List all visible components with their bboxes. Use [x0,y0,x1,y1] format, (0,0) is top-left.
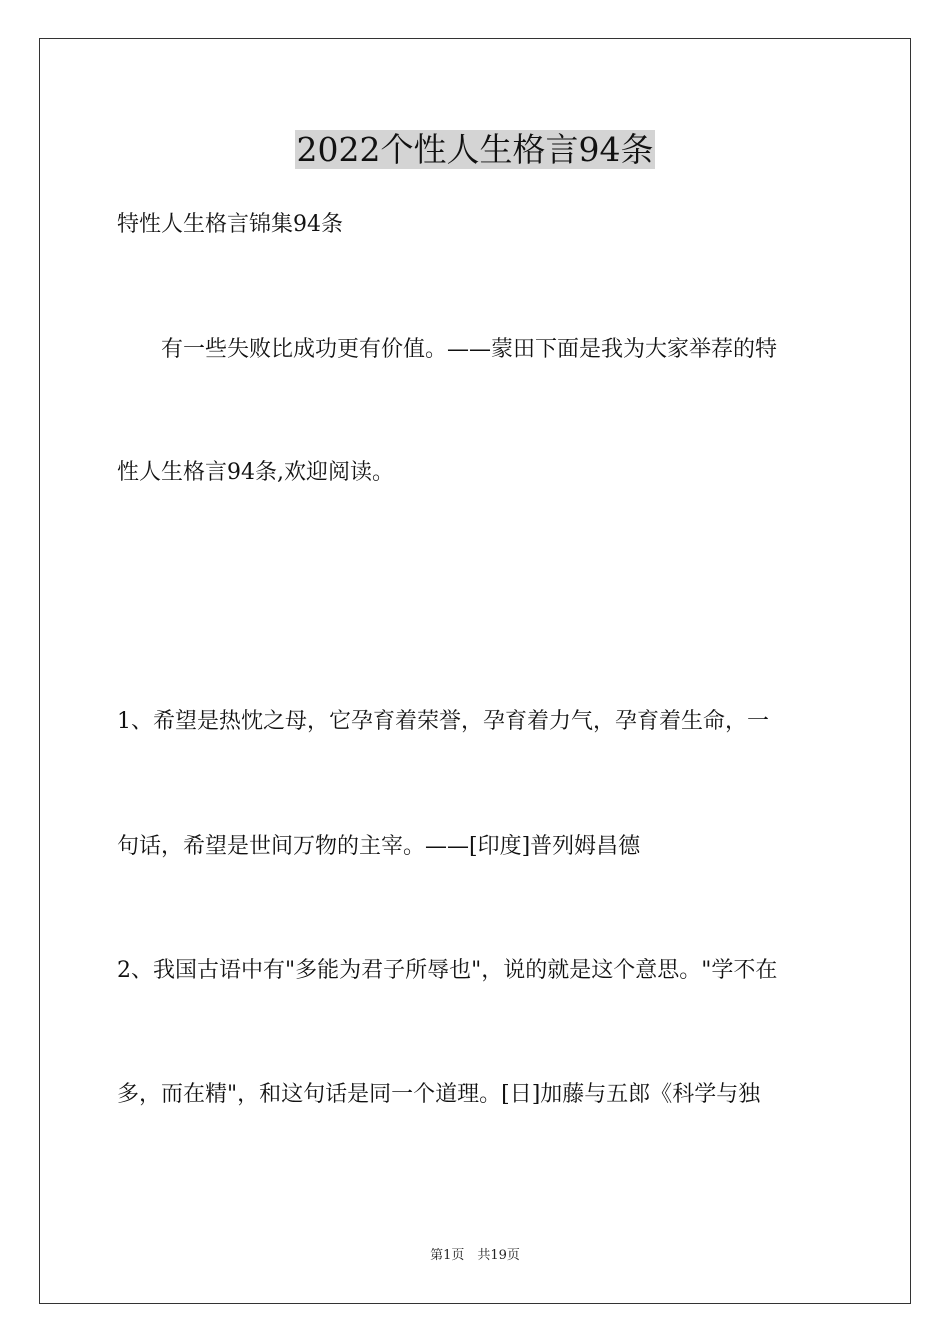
paragraph-line: 2、我国古语中有"多能为君子所辱也"，说的就是这个意思。"学不在 [117,958,778,983]
paragraph-line: 句话，希望是世间万物的主宰。——[印度]普列姆昌德 [117,834,641,859]
document-title [0,128,950,172]
document-title-text: 2022个性人生格言94条 [296,130,654,169]
document-subtitle: 特性人生格言锦集94条 [117,212,343,237]
paragraph-line: 有一些失败比成功更有价值。——蒙田下面是我为大家举荐的特 [117,337,778,362]
paragraph-line: 1、希望是热忱之母，它孕育着荣誉，孕育着力气，孕育着生命，一 [117,709,769,734]
paragraph-line: 性人生格言94条,欢迎阅读。 [117,460,394,485]
paragraph-line: 多，而在精"，和这句话是同一个道理。[日]加藤与五郎《科学与独 [117,1082,761,1107]
page-footer: 第1页 共19页 [430,1248,520,1263]
